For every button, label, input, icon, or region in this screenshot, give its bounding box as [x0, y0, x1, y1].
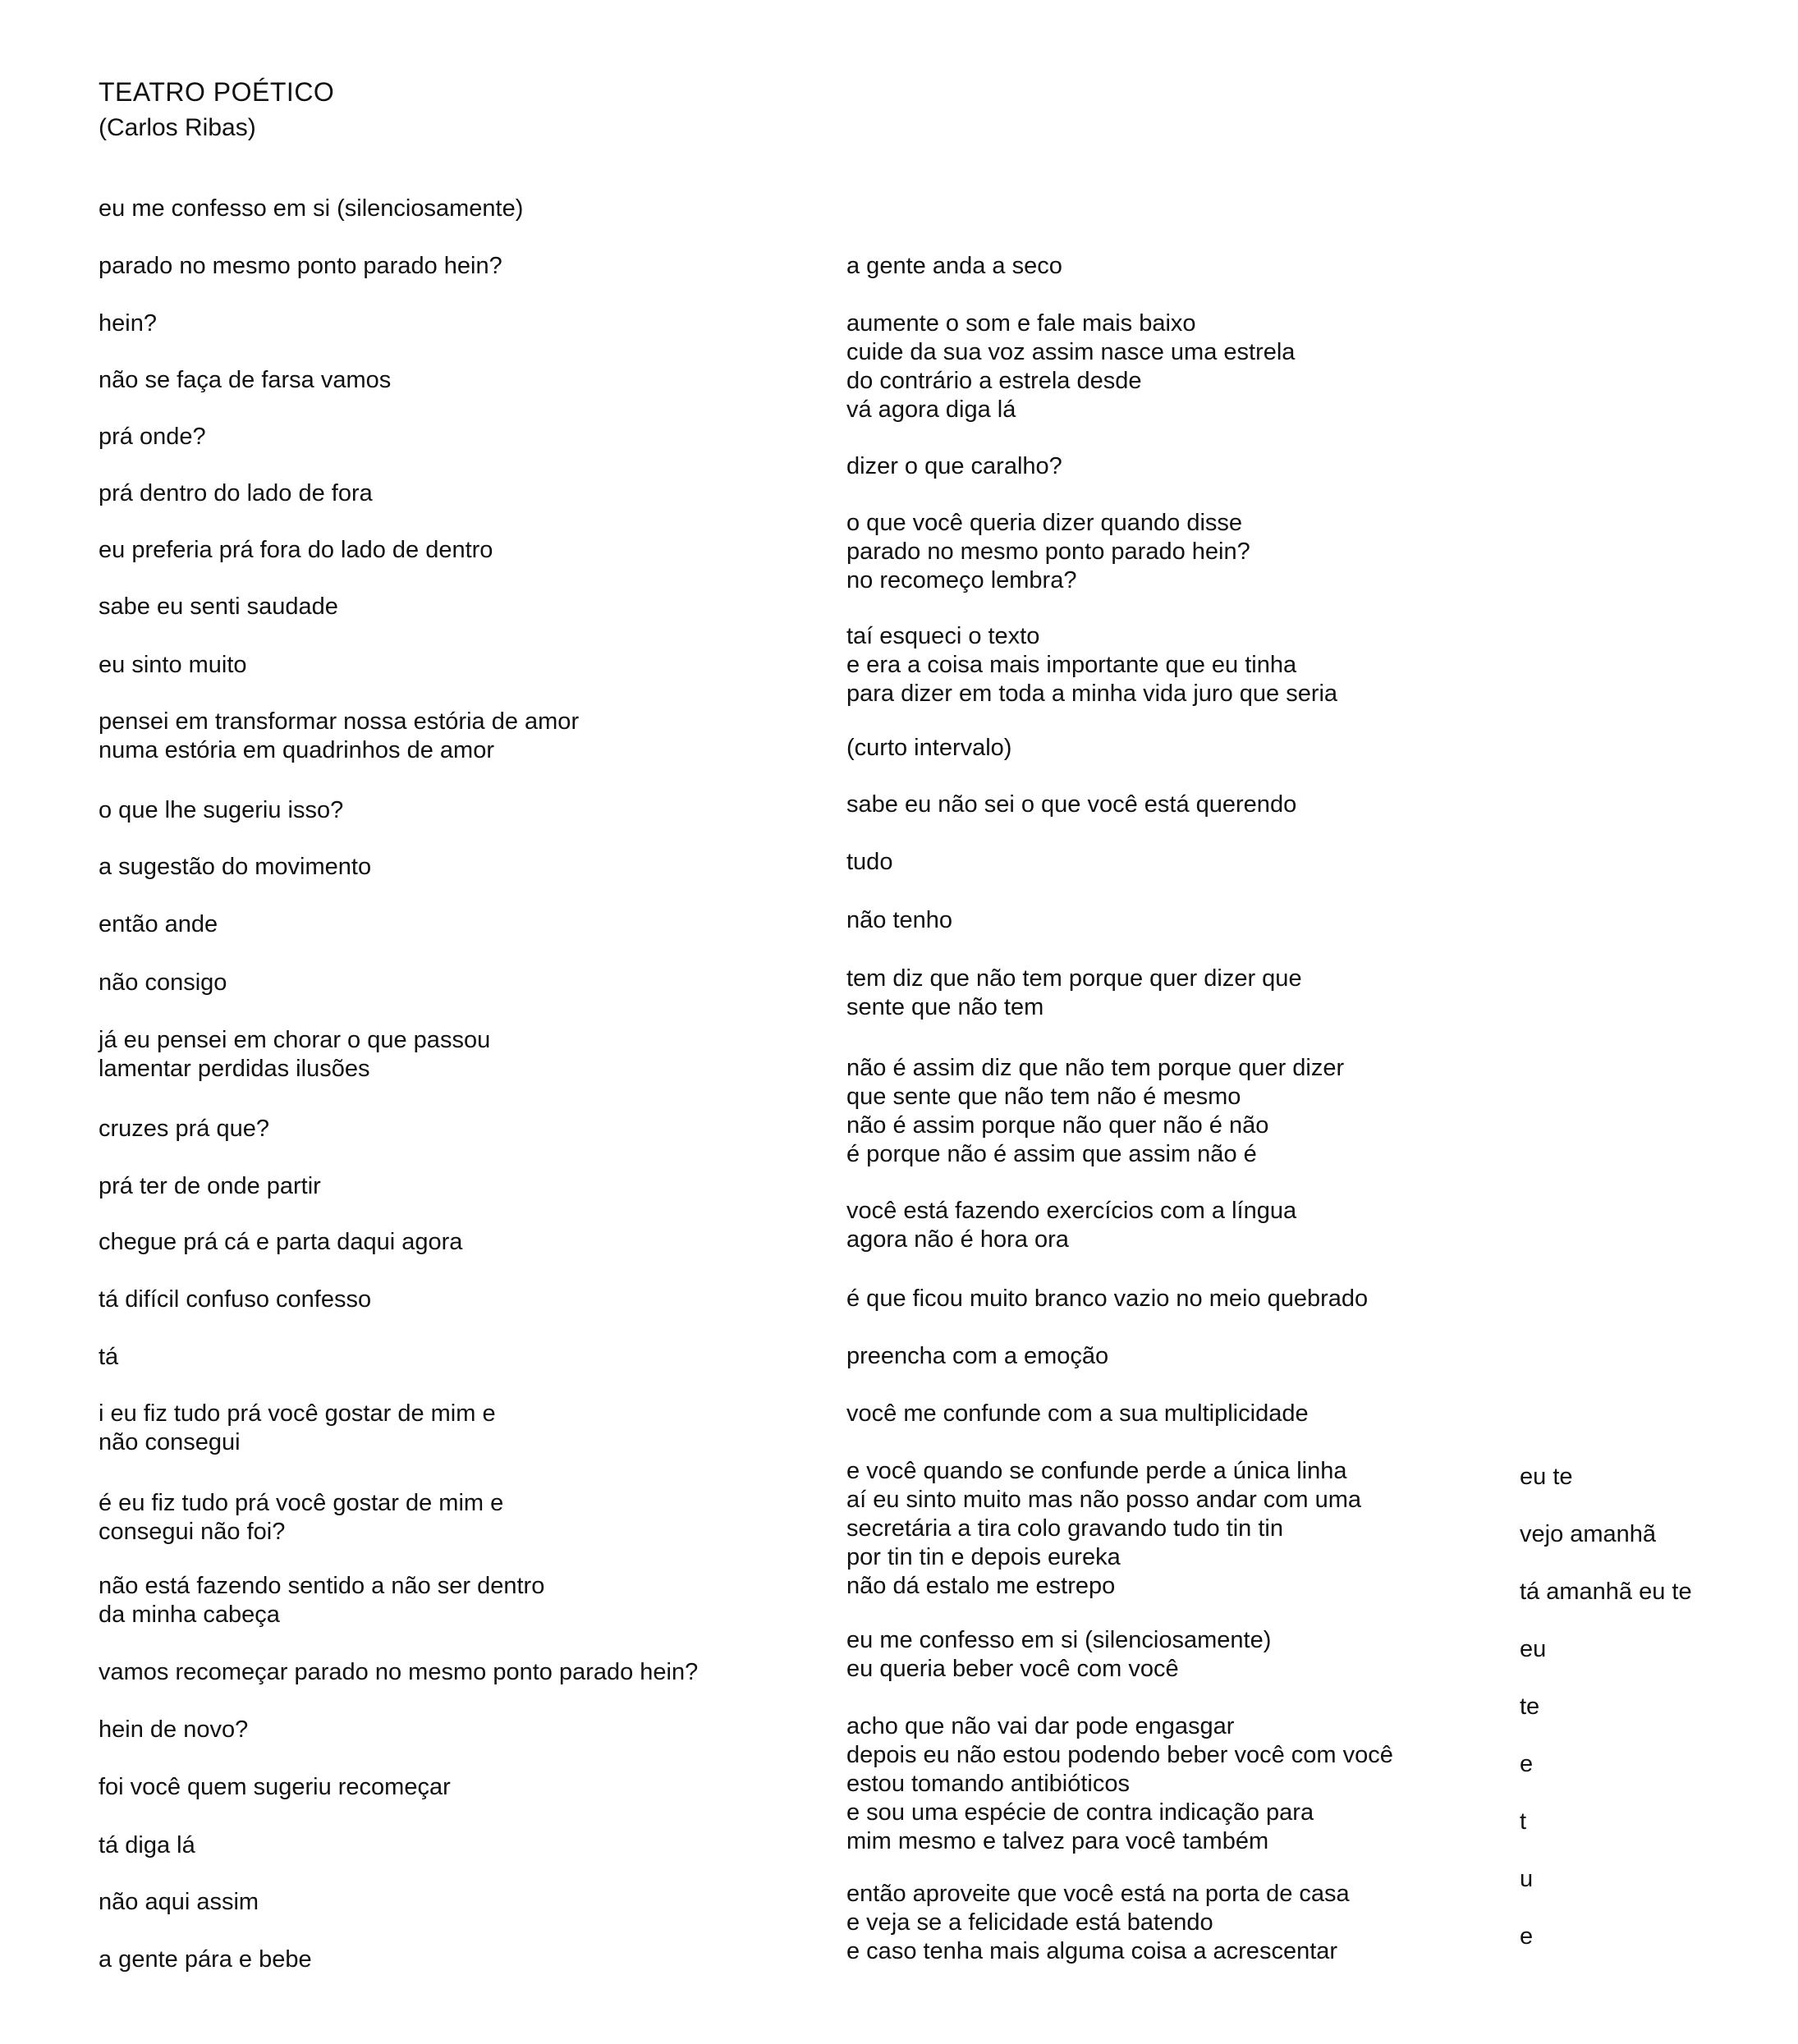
poem-line: tá difícil confuso confesso: [99, 1286, 372, 1313]
stanza: [846, 1400, 1309, 1428]
stanza: [99, 593, 338, 621]
stanza: [846, 1712, 1393, 1856]
poem-title: TEATRO POÉTICO: [99, 77, 335, 107]
poem-line: então ande: [99, 911, 218, 937]
stanza: [846, 622, 1337, 708]
poem-author: (Carlos Ribas): [99, 114, 256, 141]
poem-line: tá amanhã eu te: [1520, 1579, 1692, 1605]
poem-line: depois eu não estou podendo beber você com você: [846, 1742, 1393, 1768]
poem-line: não tenho: [846, 907, 953, 933]
poem-line: prá dentro do lado de fora: [99, 480, 373, 506]
poem-line: eu preferia prá fora do lado de dentro: [99, 537, 493, 563]
stanza: [846, 1054, 1344, 1169]
stanza: [846, 509, 1250, 595]
poem-line: para dizer em toda a minha vida juro que seria: [846, 681, 1338, 707]
stanza: [846, 791, 1296, 819]
poem-line: acho que não vai dar pode engasgar: [846, 1713, 1235, 1739]
stanza: [1520, 1463, 1573, 1492]
stanza: [99, 1831, 195, 1860]
poem-line: tudo: [846, 849, 893, 875]
poem-line: a sugestão do movimento: [99, 854, 372, 880]
stanza: [99, 853, 371, 882]
stanza: [846, 309, 1295, 424]
poem-line: não é assim porque não quer não é não: [846, 1112, 1269, 1139]
poem-line: consegui não foi?: [99, 1519, 286, 1545]
stanza: [99, 1773, 451, 1802]
poem-line: e caso tenha mais alguma coisa a acrescentar: [846, 1938, 1338, 1964]
stanza: [846, 1880, 1350, 1966]
poem-line: sabe eu senti saudade: [99, 593, 338, 620]
stanza: [99, 423, 206, 451]
stanza: [99, 366, 391, 395]
poem-line: não aqui assim: [99, 1889, 259, 1915]
stanza: [1520, 1865, 1533, 1894]
poem-line: da minha cabeça: [99, 1602, 280, 1628]
stanza: [99, 1716, 248, 1744]
poem-line: tem diz que não tem porque quer dizer que: [846, 965, 1302, 992]
poem-line: e: [1520, 1751, 1534, 1777]
stanza: [99, 1343, 118, 1372]
poem-line: por tin tin e depois eureka: [846, 1544, 1121, 1570]
poem-line: no recomeço lembra?: [846, 567, 1077, 593]
stanza: [99, 708, 579, 765]
poem-line: estou tomando antibióticos: [846, 1771, 1130, 1797]
stanza: [99, 1115, 269, 1143]
poem-line: u: [1520, 1866, 1534, 1892]
poem-line: taí esqueci o texto: [846, 623, 1040, 649]
poem-line: tá diga lá: [99, 1832, 195, 1858]
poem-line: i eu fiz tudo prá você gostar de mim e: [99, 1400, 496, 1427]
poem-line: parado no mesmo ponto parado hein?: [846, 538, 1250, 565]
stanza: [846, 452, 1062, 481]
stanza: [99, 969, 227, 997]
poem-line: o que você queria dizer quando disse: [846, 510, 1243, 536]
stanza: [846, 906, 952, 935]
poem-line: sabe eu não sei o que você está querendo: [846, 791, 1297, 818]
poem-line: e: [1520, 1923, 1534, 1950]
stanza: [846, 848, 892, 877]
stanza: [99, 796, 343, 825]
poem-line: foi você quem sugeriu recomeçar: [99, 1774, 451, 1800]
poem-line: agora não é hora ora: [846, 1226, 1069, 1253]
poem-line: cruzes prá que?: [99, 1116, 269, 1142]
poem-line: é porque não é assim que assim não é: [846, 1141, 1257, 1167]
poem-line: secretária a tira colo gravando tudo tin tin: [846, 1515, 1283, 1542]
poem-line: vá agora diga lá: [846, 396, 1016, 423]
poem-line: cuide da sua voz assim nasce uma estrela: [846, 339, 1296, 365]
poem-line: te: [1520, 1693, 1540, 1720]
poem-line: já eu pensei em chorar o que passou: [99, 1027, 491, 1053]
poem-line: a gente anda a seco: [846, 253, 1062, 279]
poem-line: o que lhe sugeriu isso?: [99, 797, 344, 823]
stanza: [99, 910, 218, 939]
stanza: [99, 536, 493, 565]
poem-line: lamentar perdidas ilusões: [99, 1056, 370, 1082]
stanza: [99, 651, 247, 680]
poem-line: eu me confesso em si (silenciosamente): [99, 195, 524, 222]
poem-line: é que ficou muito branco vazio no meio quebrado: [846, 1286, 1369, 1312]
poem-line: não consigo: [99, 969, 227, 996]
poem-line: preencha com a emoção: [846, 1343, 1109, 1369]
stanza: [846, 1457, 1361, 1601]
poem-line: pensei em transformar nossa estória de amor: [99, 708, 580, 735]
poem-line: t: [1520, 1808, 1527, 1835]
stanza: [1520, 1520, 1656, 1549]
poem-line: eu: [1520, 1636, 1547, 1662]
stanza: [99, 195, 523, 223]
poem-line: a gente pára e bebe: [99, 1946, 312, 1973]
stanza: [846, 1342, 1108, 1371]
poem-line: prá onde?: [99, 424, 206, 450]
poem-line: aí eu sinto muito mas não posso andar com uma: [846, 1487, 1362, 1513]
stanza: [846, 1626, 1271, 1684]
poem-line: dizer o que caralho?: [846, 453, 1062, 479]
poem-line: não dá estalo me estrepo: [846, 1573, 1116, 1599]
stanza: [99, 1489, 503, 1547]
poem-line: é eu fiz tudo prá você gostar de mim e: [99, 1490, 504, 1516]
stanza: [99, 1400, 496, 1457]
stanza: [1520, 1693, 1539, 1721]
poem-line: hein de novo?: [99, 1716, 249, 1743]
stanza: [99, 1026, 490, 1084]
poem-line: mim mesmo e talvez para você também: [846, 1828, 1269, 1854]
stanza: [1520, 1808, 1526, 1836]
poem-line: aumente o som e fale mais baixo: [846, 310, 1196, 337]
stanza: [99, 252, 502, 281]
stanza: [99, 1286, 371, 1314]
poem-line: que sente que não tem não é mesmo: [846, 1084, 1241, 1110]
poem-line: hein?: [99, 310, 157, 337]
stanza: [99, 479, 373, 508]
poem-line: e era a coisa mais importante que eu tinha: [846, 652, 1297, 678]
poem-line: vejo amanhã: [1520, 1521, 1657, 1547]
stanza: [99, 1228, 462, 1257]
poem-line: e veja se a felicidade está batendo: [846, 1909, 1213, 1936]
stanza: [1520, 1750, 1533, 1779]
poem-line: então aproveite que você está na porta de casa: [846, 1881, 1350, 1907]
stanza: [846, 965, 1302, 1022]
poem-line: não está fazendo sentido a não ser dentro: [99, 1573, 545, 1599]
poem-line: sente que não tem: [846, 994, 1044, 1020]
stanza: [99, 1945, 312, 1974]
poem-line: eu queria beber você com você: [846, 1656, 1179, 1682]
poem-line: e sou uma espécie de contra indicação para: [846, 1799, 1314, 1826]
stanza: [1520, 1578, 1692, 1606]
poem-line: eu me confesso em si (silenciosamente): [846, 1627, 1272, 1653]
stanza: [846, 734, 1011, 763]
stanza: [846, 1197, 1296, 1254]
stanza: [846, 252, 1062, 281]
poem-line: eu te: [1520, 1464, 1573, 1490]
stanza: [1520, 1635, 1546, 1664]
poem-line: chegue prá cá e parta daqui agora: [99, 1229, 463, 1255]
poem-line: não se faça de farsa vamos: [99, 367, 392, 393]
stanza: [99, 1888, 259, 1917]
poem-line: você está fazendo exercícios com a língua: [846, 1198, 1297, 1224]
stanza: [846, 1285, 1368, 1313]
stanza: [99, 1572, 544, 1629]
poem-line: do contrário a estrela desde: [846, 368, 1142, 394]
poem-line: parado no mesmo ponto parado hein?: [99, 253, 502, 279]
poem-line: tá: [99, 1344, 119, 1370]
poem-line: e você quando se confunde perde a única linha: [846, 1458, 1347, 1484]
stanza: [99, 309, 157, 338]
poem-line: você me confunde com a sua multiplicidade: [846, 1400, 1309, 1427]
stanza: [99, 1172, 321, 1201]
poem-line: não consegui: [99, 1429, 241, 1455]
poem-line: vamos recomeçar parado no mesmo ponto parado hein?: [99, 1659, 699, 1685]
poem-line: numa estória em quadrinhos de amor: [99, 737, 494, 763]
poem-line: (curto intervalo): [846, 735, 1012, 761]
poem-line: eu sinto muito: [99, 652, 247, 678]
poem-line: prá ter de onde partir: [99, 1173, 321, 1199]
stanza: [1520, 1923, 1533, 1951]
stanza: [99, 1658, 698, 1687]
poem-line: não é assim diz que não tem porque quer dizer: [846, 1055, 1345, 1081]
